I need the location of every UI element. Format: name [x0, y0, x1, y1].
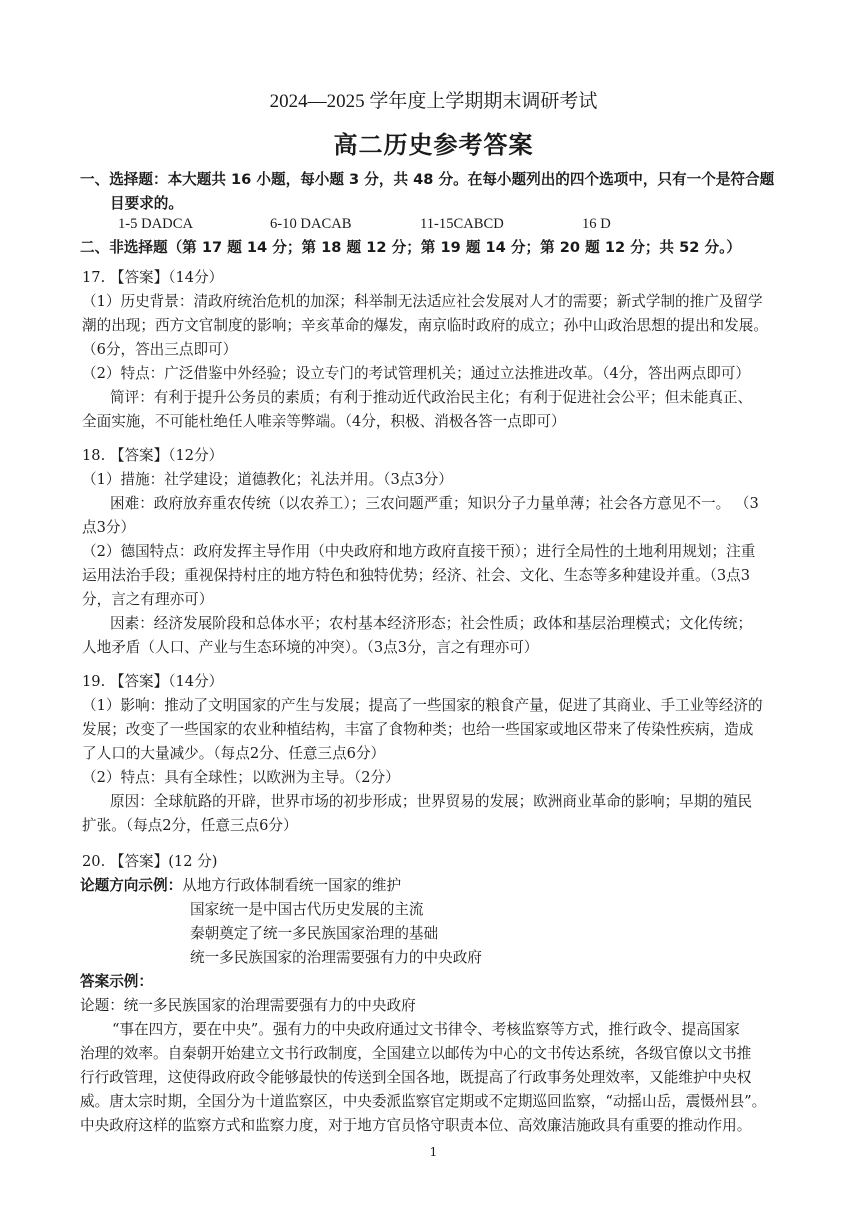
- q20-block: [82, 850, 794, 874]
- document-title: 2024—2025 学年度上学期期末调研考试: [269, 91, 598, 112]
- q17-title: 17. 【答案】（14分）: [82, 269, 224, 286]
- theme-item: 国家统一是中国古代历史发展的主流: [190, 901, 424, 918]
- q20-themes-label-row: [80, 874, 792, 898]
- section1-heading: 一、选择题：本大题共 16 小题，每小题 3 分，共 48 分。在每小题列出的四个选项中，只有一个是符合题 目要求的。: [80, 171, 775, 212]
- q20-title: 20. 【答案】(12 分): [82, 853, 218, 870]
- q19-block: 19. 【答案】（14分） （1）影响：推动了文明国家的产生与发展；提高了一些国家的粮食产量，促进了其商业、手工业等经济的 发展；改变了一些国家的农业种植结构，丰富了食物种类；也给一些国家或地区带来了传染性疾病，造成 了人口的大量减少。（每点2分、任意三点6分） （2）特点：具有全球性；以欧洲为主导。（2分） 原因：全球航路的开辟，世界市场的初步形成；世界贸易的发展；欧洲商业革命的影响；早期的殖民 扩张。（每点2分，任意三点6分）: [82, 670, 794, 838]
- section2-heading: 二、非选择题（第 17 题 14 分；第 18 题 12 分；第 19 题 14 分；第 20 题 12 分；共 52 分。）: [80, 239, 741, 256]
- q18-title: 18. 【答案】（12分）: [82, 447, 224, 464]
- answer-group-1-5: 1-5 DADCA: [118, 216, 193, 232]
- theme-item: 统一多民族国家的治理需要强有力的中央政府: [190, 949, 482, 966]
- q17-block: 17. 【答案】（14分） （1）历史背景：清政府统治危机的加深；科举制无法适应社会发展对人才的需要；新式学制的推广及留学 潮的出现；西方文官制度的影响；辛亥革命的爆发，南京临时政府的成立；孙中山政治思想的提出和发展。 （6分，答出三点即可） （2）特点：广泛借鉴中外经验；设立专门的考试管理机关；通过立法推进改革。（4分，答出两点即可） 简评：有利于提升公务员的素质；有利于推动近代政治民主化；有利于促进社会公平；但未能真正、 全面实施，不可能杜绝任人唯亲等弊端。（4分，积极、消极各答一点即可）: [82, 266, 794, 434]
- page-number: 1: [429, 1145, 438, 1159]
- example-label: 答案示例：: [80, 973, 153, 990]
- answer-group-11-15: 11-15CABCD: [420, 216, 504, 232]
- q18-block: 18. 【答案】（12分） （1）措施：社学建设；道德教化；礼法并用。（3点3分） 困难：政府放弃重农传统（以农养工）；三农问题严重；知识分子力量单薄；社会各方意见不一。 （3 点3分） （2）德国特点：政府发挥主导作用（中央政府和地方政府直接干预）；进行全局性的土地利用规划；注重 运用法治手段；重视保持村庄的地方特色和独特优势；经济、社会、文化、生态等多种建设并重。（3点3 分，言之有理亦可） 因素：经济发展阶段和总体水平；农村基本经济形态；社会性质；政体和基层治理模式；文化传统； 人地矛盾（人口、产业与生态环境的冲突）。（3点3分，言之有理亦可）: [82, 444, 794, 660]
- theme-item: 从地方行政体制看统一国家的维护: [182, 877, 402, 894]
- theme-item: 秦朝奠定了统一多民族国家治理的基础: [190, 925, 439, 942]
- document-subtitle: 高二历史参考答案: [333, 131, 534, 159]
- answer-group-16: 16 D: [582, 216, 611, 232]
- thesis-line: 论题：统一多民族国家的治理需要强有力的中央政府: [80, 997, 416, 1014]
- q19-title: 19. 【答案】（14分）: [82, 673, 224, 690]
- q20-example-block: 答案示例： 论题：统一多民族国家的治理需要强有力的中央政府 “事在四方，要在中央”。强有力的中央政府通过文书律令、考核监察等方式，推行政令、提高国家 治理的效率。自秦朝开始建立文书行政制度，全国建立以邮传为中心的文书传达系统，各级官僚以文书推 行行政管理，这使得政府政令能够最快的传送到全国各地，既提高了行政事务处理效率，又能维护中央权 威。唐太宗时期，全国分为十道监察区，中央委派监察官定期或不定期巡回监察，“动摇山岳，震慑州县”。 中央政府这样的监察方式和监察力度，对于地方官员恪守职责本位、高效廉洁施政具有重要的推动作用。: [80, 970, 792, 1138]
- answer-group-6-10: 6-10 DACAB: [270, 216, 352, 232]
- themes-label: 论题方向示例：: [80, 877, 183, 894]
